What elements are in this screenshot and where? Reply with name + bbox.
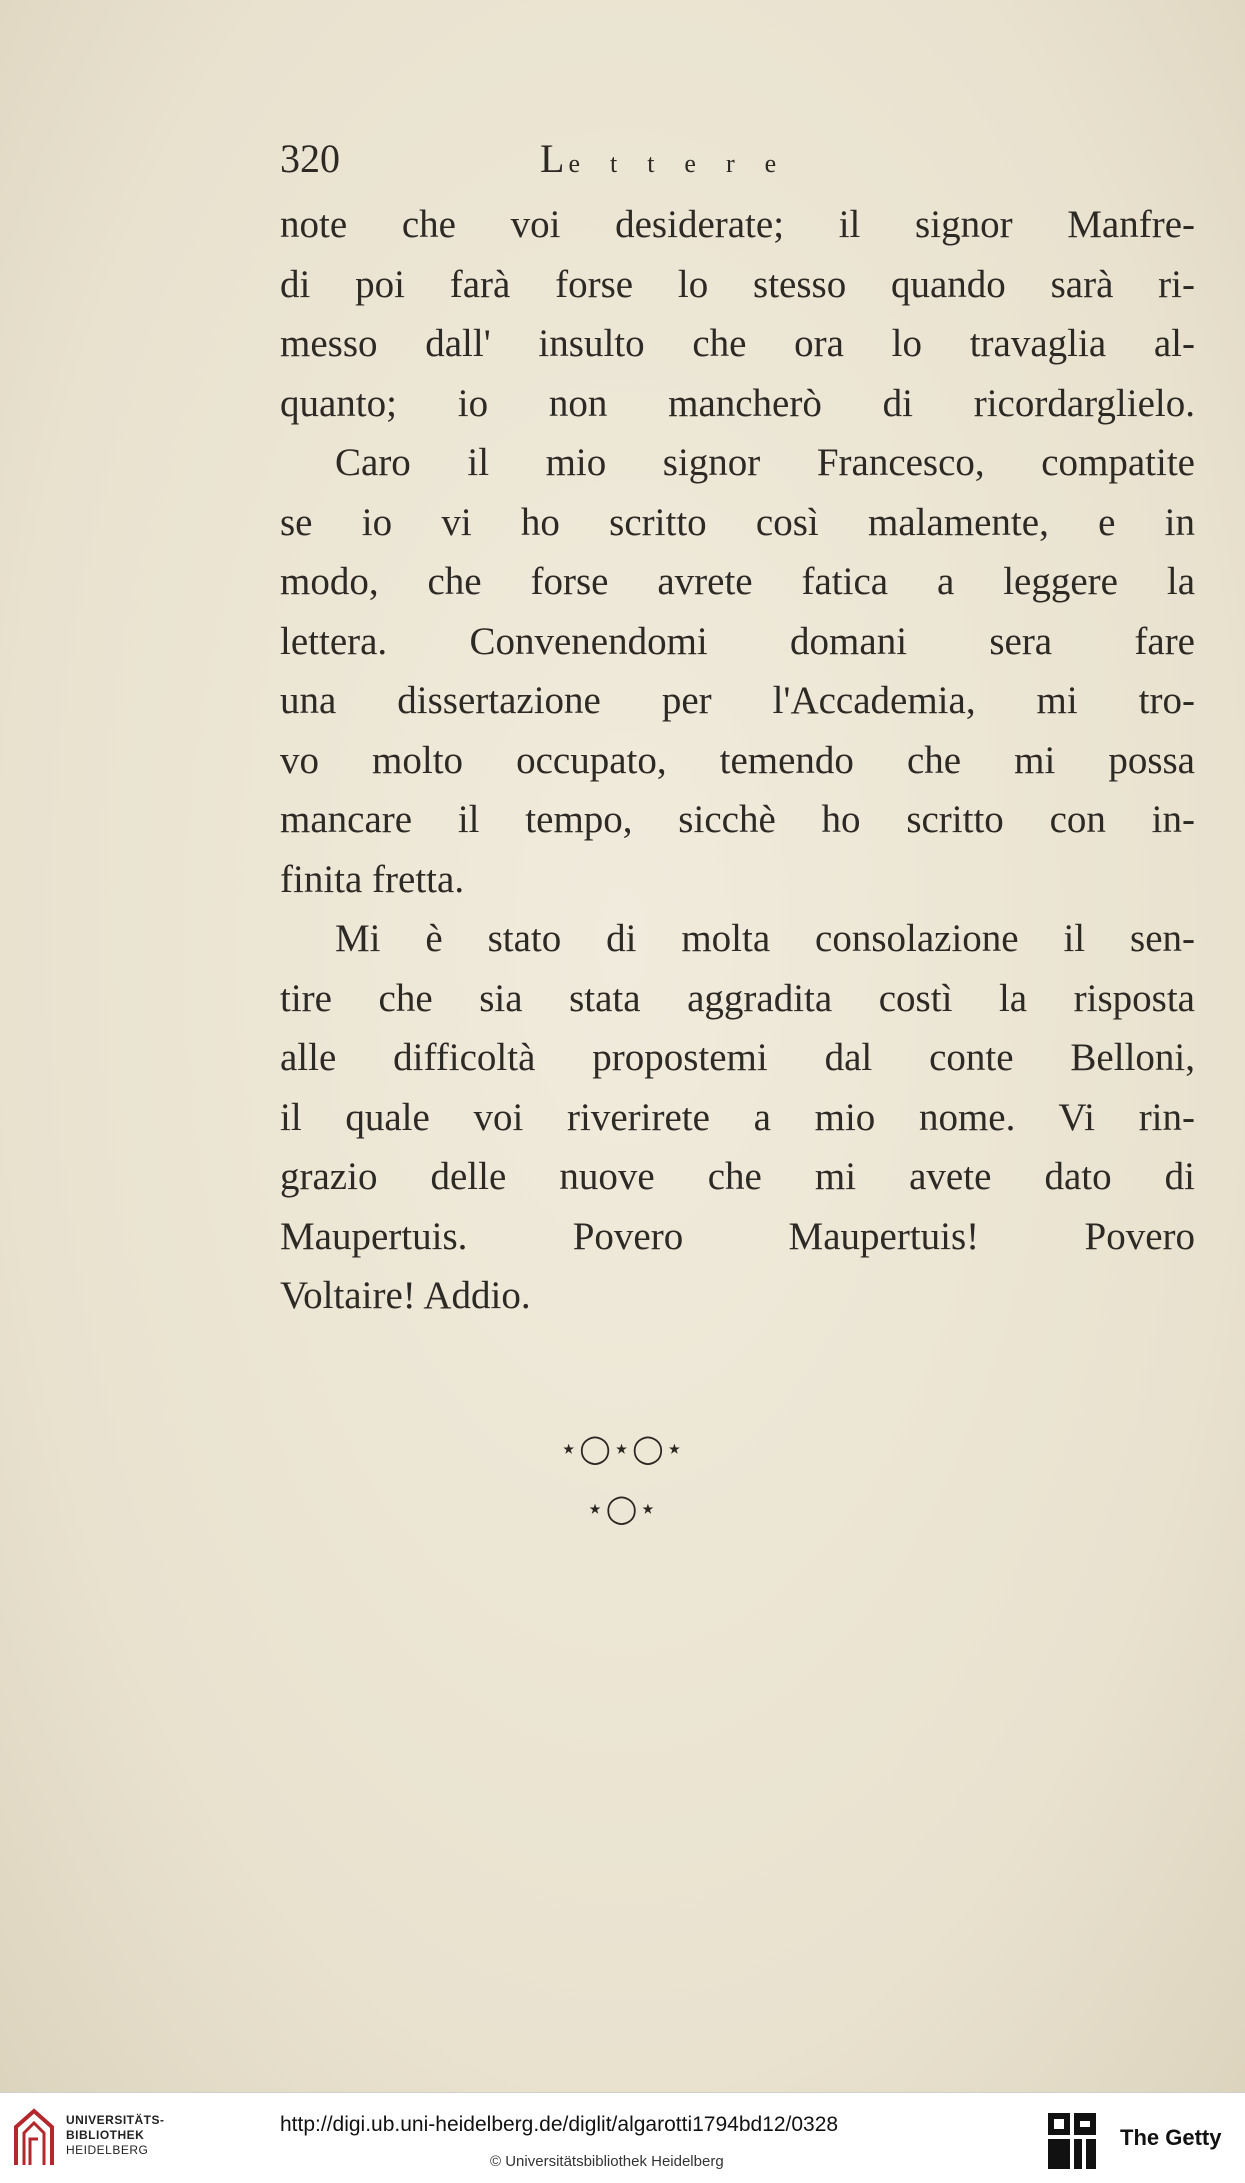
paragraph-start-line: Mi è stato di molta consolazione il sen- xyxy=(335,917,1195,960)
text-line: tire che sia stata aggradita costì la risposta xyxy=(280,976,1195,1020)
ornament-bottom: ⋆◯⋆ xyxy=(586,1492,659,1525)
text-line: una dissertazione per l'Accademia, mi tro- xyxy=(280,679,1195,722)
library-name-line: HEIDELBERG xyxy=(66,2143,149,2157)
running-head xyxy=(540,135,806,182)
text-line: di poi farà forse lo stesso quando sarà ri- xyxy=(280,262,1195,306)
getty-logo-icon[interactable] xyxy=(1046,2111,1098,2171)
getty-name: The Getty xyxy=(1120,2125,1222,2150)
text-line: lettera. Convenendomi domani sera fare xyxy=(280,619,1195,663)
running-head-initial: L xyxy=(540,136,569,181)
viewer-footer xyxy=(0,2092,1245,2183)
ornament-top: ⋆◯⋆◯⋆ xyxy=(559,1432,686,1465)
text-line: modo, che forse avrete fatica a leggere la xyxy=(280,560,1195,603)
page-number: 320 xyxy=(280,136,340,181)
text-line: note che voi desiderate; il signor Manfre- xyxy=(280,203,1195,246)
copyright-notice: © Universitätsbibliothek Heidelberg xyxy=(490,2153,724,2170)
library-name-line: UNIVERSITÄTS- xyxy=(66,2113,165,2127)
text-line: grazio delle nuove che mi avete dato di xyxy=(280,1155,1195,1198)
text-line: vo molto occupato, temendo che mi possa xyxy=(280,738,1195,782)
text-line: alle difficoltà propostemi dal conte Belloni, xyxy=(280,1036,1195,1079)
text-line: mancare il tempo, sicchè ho scritto con in- xyxy=(280,798,1195,841)
letter-text xyxy=(280,195,1195,1326)
permalink-url[interactable]: http://digi.ub.uni-heidelberg.de/diglit/algarotti1794bd12/0328 xyxy=(280,2113,839,2136)
text-line: il quale voi riverirete a mio nome. Vi rin- xyxy=(280,1095,1195,1139)
university-library-name xyxy=(66,2113,165,2158)
text-line: quanto; io non mancherò di ricordarglielo. xyxy=(280,381,1195,425)
page-header xyxy=(280,135,1200,195)
paragraph-start-line: Caro il mio signor Francesco, compatite xyxy=(335,441,1195,484)
university-library-logo-icon[interactable] xyxy=(12,2105,56,2171)
library-name-line: BIBLIOTHEK xyxy=(66,2128,145,2142)
running-head-rest: ettere xyxy=(568,149,807,178)
text-line: Voltaire! Addio. xyxy=(280,1274,531,1317)
text-line: finita fretta. xyxy=(280,857,465,901)
text-line: Maupertuis. Povero Maupertuis! Povero xyxy=(280,1214,1195,1258)
text-line: se io vi ho scritto così malamente, e in xyxy=(280,500,1195,544)
text-line: messo dall' insulto che ora lo travaglia al- xyxy=(280,322,1195,365)
